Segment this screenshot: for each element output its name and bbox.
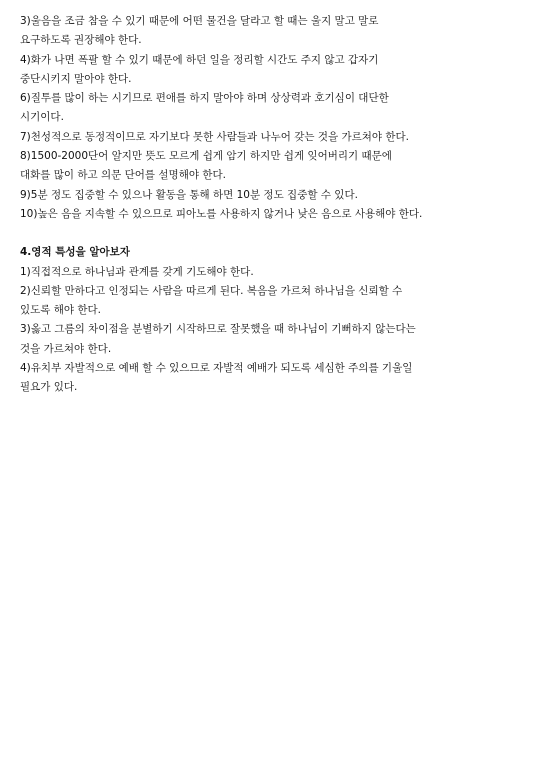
- text-line: 3)옳고 그름의 차이점을 분별하기 시작하므로 잘못했을 때 하나님이 기뻐하지 않는다는: [20, 323, 416, 336]
- item-9: [20, 186, 535, 205]
- text-line: 1)직접적으로 하나님과 관계를 갖게 기도해야 한다.: [20, 265, 254, 278]
- spiritual-item-3: [20, 320, 535, 359]
- text-line: 것을 가르쳐야 한다.: [20, 342, 112, 355]
- text-line: 시기이다.: [20, 111, 64, 124]
- text-line: 대화를 많이 하고 의문 단어를 설명해야 한다.: [20, 169, 226, 182]
- text-line: 있도록 해야 한다.: [20, 304, 102, 317]
- item-8: [20, 147, 535, 186]
- spiritual-item-4: [20, 359, 535, 398]
- text-line: 중단시키지 말아야 한다.: [20, 72, 132, 85]
- text-line: 9)5분 정도 집중할 수 있으나 활동을 통해 하면 10분 정도 집중할 수 있다.: [20, 188, 358, 201]
- section-spacer: [20, 224, 535, 243]
- item-10: [20, 205, 535, 224]
- item-7: [20, 128, 535, 147]
- document-body: [20, 12, 535, 398]
- text-line: 7)천성적으로 동정적이므로 자기보다 못한 사람들과 나누어 갖는 것을 가르쳐야 한다.: [20, 130, 410, 143]
- text-line: 2)신뢰할 만하다고 인정되는 사람을 따르게 된다. 복음을 가르쳐 하나님을 신뢰할 수: [20, 284, 403, 297]
- section-heading-block: [20, 243, 535, 262]
- text-line: 필요가 있다.: [20, 381, 78, 394]
- spiritual-item-2: [20, 282, 535, 321]
- text-line: 6)질투를 많이 하는 시기므로 편애를 하지 말아야 하며 상상력과 호기심이 대단한: [20, 92, 389, 105]
- text-line: 8)1500-2000단어 알지만 뜻도 모르게 쉽게 암기 하지만 쉽게 잊어버리기 때문에: [20, 150, 392, 163]
- spiritual-item-1: [20, 263, 535, 282]
- text-line: 4)화가 나면 폭팔 할 수 있기 때문에 하던 일을 정리할 시간도 주지 않고 갑자기: [20, 53, 379, 66]
- text-line: 10)높은 음을 지속할 수 있으므로 피아노를 사용하지 않거나 낮은 음으로 사용해야 한다.: [20, 207, 423, 220]
- text-line: 요구하도록 권장해야 한다.: [20, 34, 142, 47]
- item-3: [20, 12, 535, 51]
- section-heading: 4.영적 특성을 알아보자: [20, 246, 130, 259]
- text-line: 3)울음을 조금 참을 수 있기 때문에 어떤 물건을 달라고 할 때는 울지 말고 말로: [20, 15, 379, 27]
- item-6: [20, 89, 535, 128]
- text-line: 4)유치부 자발적으로 예배 할 수 있으므로 자발적 예배가 되도록 세심한 주의를 기울일: [20, 362, 413, 375]
- item-4: [20, 51, 535, 90]
